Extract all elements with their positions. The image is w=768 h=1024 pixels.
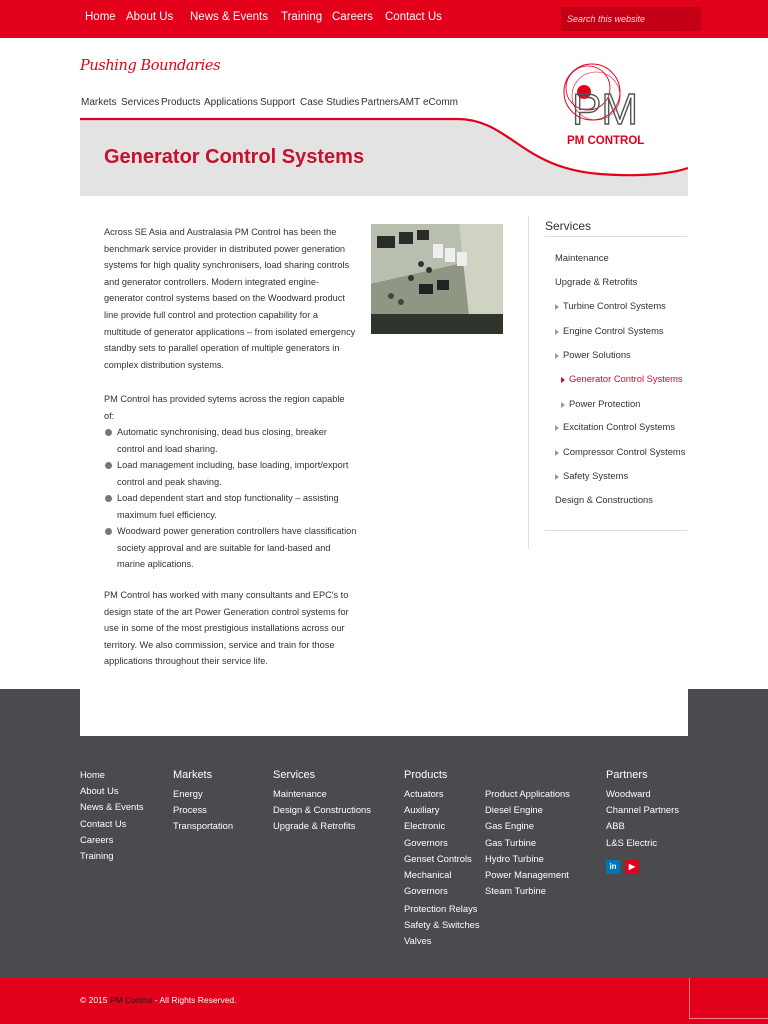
sidebar-item-label: Maintenance	[555, 252, 609, 263]
copyright-brand-link[interactable]: PM Control	[109, 995, 153, 1005]
sidebar-item-label: Power Protection	[569, 398, 641, 409]
sidebar-item-label: Generator Control Systems	[569, 373, 683, 384]
footer-link-energy[interactable]: Energy	[173, 788, 203, 799]
footer-link-valves[interactable]: Valves	[404, 935, 432, 946]
footer-link-transportation[interactable]: Transportation	[173, 820, 234, 831]
arrow-right-icon	[555, 353, 559, 359]
sidebar-item-engine-control[interactable]	[555, 325, 664, 336]
footer-heading-partners: Partners	[606, 769, 648, 781]
footer-link-ls-electric[interactable]: L&S Electric	[606, 837, 658, 848]
mainnav-support[interactable]: Support	[260, 97, 296, 108]
footer-link-design[interactable]: Design & Constructions	[273, 804, 371, 815]
corner-outline	[689, 978, 768, 1019]
sidebar-item-upgrade[interactable]	[555, 276, 637, 287]
mainnav-products[interactable]: Products	[161, 97, 201, 108]
sidebar-item-label: Safety Systems	[563, 470, 629, 481]
footer-link-gas-engine[interactable]: Gas Engine	[485, 820, 534, 831]
footer-link-abb[interactable]: ABB	[606, 820, 625, 831]
footer-link-auxiliary[interactable]: Auxiliary	[404, 804, 440, 815]
footer-link-woodward[interactable]: Woodward	[606, 788, 651, 799]
logo-text: PM CONTROL	[567, 135, 645, 147]
footer-link-safety-switches[interactable]: Safety & Switches	[404, 919, 480, 930]
topnav-about[interactable]: About Us	[126, 11, 174, 23]
search-input[interactable]	[561, 7, 701, 31]
content-bottom	[80, 689, 688, 736]
mainnav-applications[interactable]: Applications	[204, 97, 258, 108]
footer-link-gas-turbine[interactable]: Gas Turbine	[485, 837, 537, 848]
footer-link-maintenance[interactable]: Maintenance	[273, 788, 327, 799]
sidebar-item-label: Power Solutions	[563, 349, 631, 360]
footer-link-news[interactable]: News & Events	[80, 801, 144, 812]
topnav-home[interactable]: Home	[85, 11, 116, 23]
sidebar-title: Services	[545, 219, 592, 233]
list-item: Load dependent start and stop functionality – assisting maximum fuel efficiency.	[117, 493, 339, 520]
copyright	[80, 995, 237, 1005]
youtube-icon[interactable]: ▶	[625, 860, 639, 874]
bullet-dot-icon	[105, 462, 112, 469]
tagline: Pushing Boundaries	[80, 58, 221, 74]
footer-link-protection-relays[interactable]: Protection Relays	[404, 903, 478, 914]
bullet-dot-icon	[105, 528, 112, 535]
consultants-paragraph: PM Control has worked with many consultants and EPC's to design state of the art Power Generation control systems for use in some of the most prestigious installations across our territory. We also commission, service and train for those applications throughout their service life.	[104, 590, 349, 667]
list-item: Load management including, base loading, import/export control and peak shaving.	[117, 460, 349, 487]
footer-heading-markets: Markets	[173, 769, 213, 781]
footer-link-diesel-engine[interactable]: Diesel Engine	[485, 804, 543, 815]
intro-paragraph: Across SE Asia and Australasia PM Control has been the benchmark service provider in distributed power generation systems for high quality synchronisers, load sharing controls and generator controllers. Modern integrated engine-generator control systems based on the Woodward product line provide full control and protection capability for a multitude of generator applications – from isolated emergency standby sets to parallel operation of multiple generators in complex distribution systems.	[104, 227, 356, 370]
pm-control-logo[interactable]	[560, 52, 650, 152]
sidebar-item-label: Design & Constructions	[555, 494, 653, 505]
sidebar-item-power-solutions[interactable]	[555, 349, 631, 360]
footer-link-contact[interactable]: Contact Us	[80, 818, 127, 829]
mainnav-case-studies[interactable]: Case Studies	[300, 97, 360, 108]
sidebar-item-design[interactable]	[555, 494, 653, 505]
arrow-right-icon	[561, 377, 565, 383]
footer-link-mechanical[interactable]: Mechanical	[404, 869, 452, 880]
sidebar-item-power-protection[interactable]	[561, 398, 640, 409]
footer-heading-services: Services	[273, 769, 316, 781]
mainnav-amt[interactable]: AMT	[399, 97, 421, 108]
linkedin-icon[interactable]: in	[606, 860, 620, 874]
mainnav-services[interactable]: Services	[121, 97, 160, 108]
topnav-training[interactable]: Training	[281, 11, 323, 23]
footer-link-channel-partners[interactable]: Channel Partners	[606, 804, 679, 815]
sidebar-item-excitation-control[interactable]	[555, 421, 675, 432]
arrow-right-icon	[555, 450, 559, 456]
capability-paragraph: PM Control has provided sytems across the region capable of:	[104, 394, 345, 421]
footer-link-governors[interactable]: Governors	[404, 837, 448, 848]
sidebar-item-label: Excitation Control Systems	[563, 421, 676, 432]
footer-link-hydro-turbine[interactable]: Hydro Turbine	[485, 853, 544, 864]
footer-heading-products: Products	[404, 769, 448, 781]
search-box	[561, 7, 701, 31]
footer-link-actuators[interactable]: Actuators	[404, 788, 444, 799]
page-title: Generator Control Systems	[104, 146, 365, 168]
sidebar-item-label: Compressor Control Systems	[563, 446, 686, 457]
footer-link-steam-turbine[interactable]: Steam Turbine	[485, 885, 546, 896]
list-item: Automatic synchronising, dead bus closing, breaker control and load sharing.	[117, 427, 327, 454]
footer-link-governors-2[interactable]: Governors	[404, 885, 448, 896]
footer-link-training[interactable]: Training	[80, 850, 114, 861]
footer-link-home[interactable]: Home	[80, 769, 106, 780]
list-item: Woodward power generation controllers have classification society approval and are suitable for land-based and marine aplications.	[117, 526, 357, 570]
sidebar-item-compressor-control[interactable]	[555, 446, 685, 457]
footer-link-process[interactable]: Process	[173, 804, 207, 815]
sidebar-item-turbine-control[interactable]	[555, 300, 666, 311]
sidebar-item-maintenance[interactable]	[555, 252, 609, 263]
topnav-news[interactable]: News & Events	[190, 11, 268, 23]
bullet-dot-icon	[105, 495, 112, 502]
logo-letters: PM	[572, 85, 638, 134]
arrow-right-icon	[555, 329, 559, 335]
control-panel-photo	[371, 224, 503, 334]
bullet-dot-icon	[105, 429, 112, 436]
footer-link-about[interactable]: About Us	[80, 785, 119, 796]
arrow-right-icon	[555, 474, 559, 480]
sidebar-item-label: Turbine Control Systems	[563, 300, 666, 311]
arrow-right-icon	[555, 304, 559, 310]
footer-link-electronic[interactable]: Electronic	[404, 820, 446, 831]
sidebar-item-safety-systems[interactable]	[555, 470, 628, 481]
sidebar-item-label: Upgrade & Retrofits	[555, 276, 638, 287]
sidebar-divider	[528, 216, 529, 549]
arrow-right-icon	[555, 425, 559, 431]
sidebar-item-label: Engine Control Systems	[563, 325, 664, 336]
mainnav-partners[interactable]: Partners	[361, 97, 399, 108]
mainnav-ecomm[interactable]: eComm	[423, 97, 459, 108]
sidebar-item-generator-control[interactable]	[561, 373, 683, 384]
topnav-contact[interactable]: Contact Us	[385, 11, 442, 23]
mainnav-markets[interactable]: Markets	[81, 97, 117, 108]
footer-link-power-management[interactable]: Power Management	[485, 869, 569, 880]
footer-link-careers[interactable]: Careers	[80, 834, 114, 845]
arrow-right-icon	[561, 402, 565, 408]
footer-link-genset[interactable]: Genset Controls	[404, 853, 472, 864]
footer-link-product-applications[interactable]: Product Applications	[485, 788, 570, 799]
copyright-suffix: - All Rights Reserved.	[152, 995, 237, 1005]
footer-link-upgrade[interactable]: Upgrade & Retrofits	[273, 820, 356, 831]
topnav-careers[interactable]: Careers	[332, 11, 373, 23]
copyright-prefix: © 2015	[80, 995, 110, 1005]
